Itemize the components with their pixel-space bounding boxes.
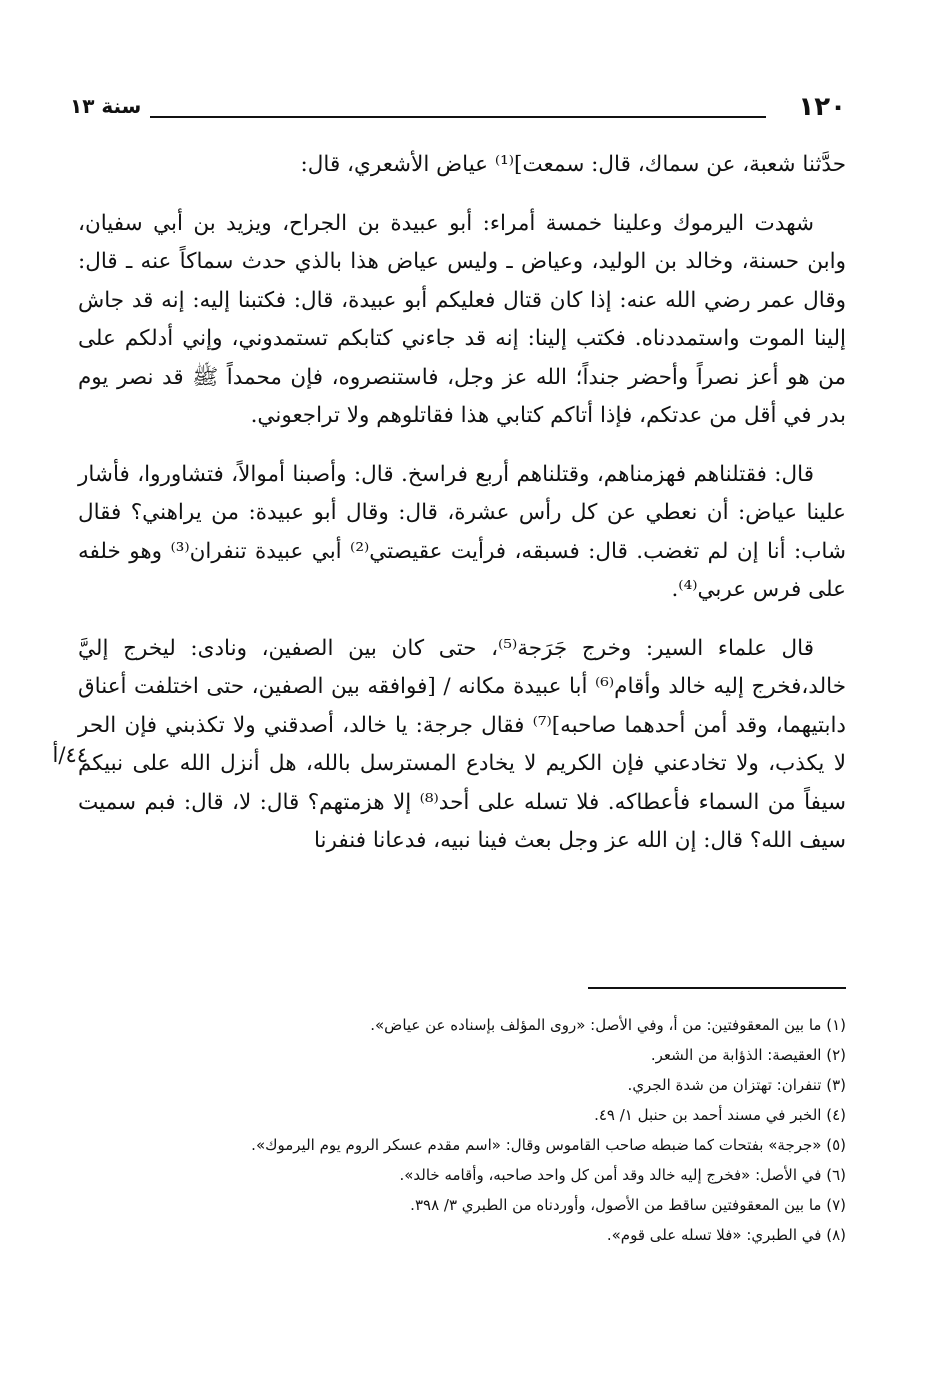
footnote-3: (٣) تنفران: تهتزان من شدة الجري. <box>627 1076 846 1094</box>
footnote-4: (٤) الخبر في مسند أحمد بن حنبل ١/ ٤٩. <box>594 1106 846 1124</box>
margin-folio-note: ٤٤/أ <box>52 743 88 767</box>
paragraph-isnad: حدَّثنا شعبة، عن سماك، قال: سمعت]⁽¹⁾ عياض الأشعري، قال: <box>300 152 846 177</box>
footnote-2: (٢) العقيصة: الذؤابة من الشعر. <box>650 1046 846 1064</box>
paragraph-battle: قال: فقتلناهم فهزمناهم، وقتلناهم أربع فراسخ. قال: وأصبنا أموالاً، فتشاوروا، فأشار علينا عياض: أن نعطي عن كل رأس عشرة، قال: وقال أبو عبيدة: من يراهني؟ فقال شاب: أنا إن لم تغضب. قال: فسبقه، فرأيت عقيصتي⁽²⁾ أبي عبيدة تنفران⁽³⁾ وهو خلفه على فرس عربي⁽⁴⁾. <box>78 461 846 602</box>
footnotes <box>100 1010 846 1250</box>
main-text <box>78 146 846 861</box>
running-title: سنة ١٣ <box>70 94 142 118</box>
page-number: ١٢٠ <box>798 92 846 122</box>
footnote-6: (٦) في الأصل: «فخرج إليه خالد وقد أمن كل واحد صاحبه، وأقامه خالد». <box>399 1166 846 1184</box>
header-rule <box>150 116 766 118</box>
footnote-8: (٨) في الطبري: «فلا تسله على قوم». <box>606 1226 846 1244</box>
paragraph-jarajah: قال علماء السير: وخرج جَرَجة⁽⁵⁾، حتى كان بين الصفين، ونادى: ليخرج إليَّ خالد،فخرج إليه خالد وأقام⁽⁶⁾ أبا عبيدة مكانه / [فوافقه بين الصفين، حتى اختلفت أعناق دابتيهما، وقد أمن أحدهما صاحبه]⁽⁷⁾ فقال جرجة: يا خالد، أصدقني ولا تكذبني فإن الحر لا يكذب، ولا تخادعني فإن الكريم لا يخادع المسترسل بالله، هل أنزل الله على نبيكم سيفاً من السماء فأعطاكه. فلا تسله على أحد⁽⁸⁾ إلا هزمتهم؟ قال: لا، قال: فبم سميت سيف الله؟ قال: إن الله عز وجل بعث فينا نبيه، فدعانا فنفرنا <box>78 635 846 853</box>
footnote-7: (٧) ما بين المعقوفتين ساقط من الأصول، وأوردناه من الطبري ٣/ ٣٩٨. <box>410 1196 846 1214</box>
footnote-1: (١) ما بين المعقوفتين: من أ، وفي الأصل: «روى المؤلف بإسناده عن عياض». <box>370 1016 846 1034</box>
page-header <box>70 92 846 126</box>
footnote-divider <box>588 987 846 989</box>
footnote-5: (٥) «جرجة» بفتحات كما ضبطه صاحب القاموس وقال: «اسم مقدم عسكر الروم يوم اليرموك». <box>251 1136 846 1154</box>
paragraph-yarmouk: شهدت اليرموك وعلينا خمسة أمراء: أبو عبيدة بن الجراح، ويزيد بن أبي سفيان، وابن حسنة، وخالد بن الوليد، وعياض ـ وليس عياض هذا بالذي حدث سماكاً عنه ـ قال: وقال عمر رضي الله عنه: إذا كان قتال فعليكم أبو عبيدة، قال: فكتبنا إليه: إنه قد جاش إلينا الموت واستمددناه. فكتب إلينا: إنه قد جاءني كتابكم تستمدوني، وإني أدلكم على من هو أعز نصراً وأحضر جنداً؛ الله عز وجل، فاستنصروه، فإن محمداً ﷺ قد نصر يوم بدر في أقل من عدتكم، فإذا أتاكم كتابي هذا فقاتلوهم ولا تراجعوني. <box>78 210 846 428</box>
